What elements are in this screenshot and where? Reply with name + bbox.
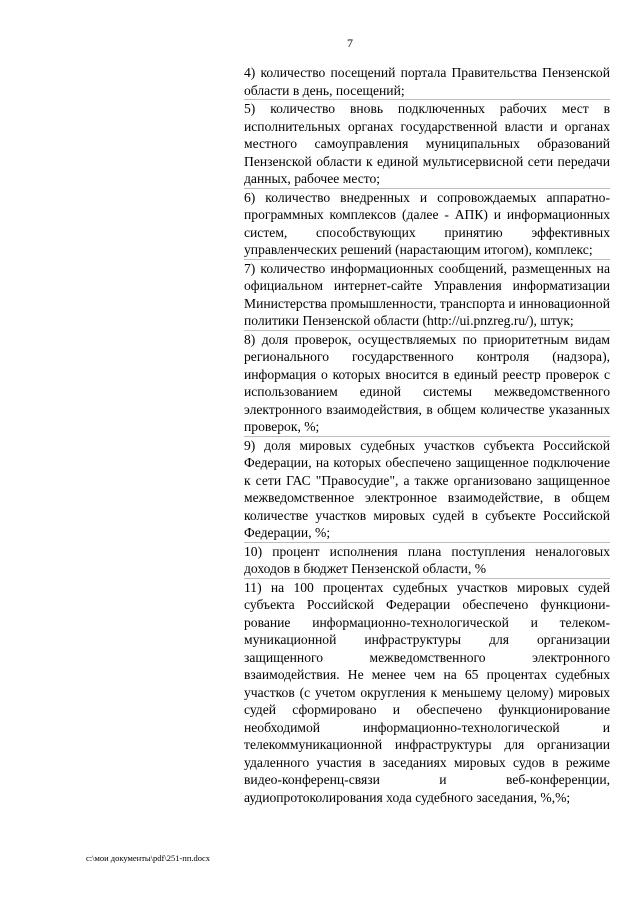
list-item: 4) количество посещений портала Правительства Пензенской области в день, посещений; [244, 65, 610, 98]
list-item: 11) на 100 процентах судебных участков мировых судей субъекта Российской Федерации обеспечено функционирование информационно-технологической и телекоммуникационной инфраструктуры для организации защищенного межведомственного электронного взаимодействия. Не менее чем на 65 процентах судебных участков (с учетом округления к меньшему целому) мировых судей сформировано и обеспечено функционирование необходимой информационно-технологической и телекоммуникационной инфраструктуры для организации удаленного участия в заседаниях мировых судов в режиме видео-конференц-связи и веб-конференции, аудиопротоколирования хода судебного заседания, %,%; [244, 579, 610, 805]
indicator-list [244, 64, 610, 806]
page-number: 7 [347, 36, 353, 50]
list-item: 10) процент исполнения плана поступления неналоговых доходов в бюджет Пензенской области, % [244, 543, 610, 576]
list-item: 5) количество вновь подключенных рабочих мест в исполнительных органах государственной власти и органах местного самоуправления муниципальных образований Пензенской области к единой мультисервисной сети передачи данных, рабочее место; [244, 101, 610, 186]
list-item: 7) количество информационных сообщений, размещенных на официальном интернет-сайте Управления информатизации Министерства промышленности, транспорта и инновационной политики Пензенской области (http://ui.pnzreg.ru/), штук; [244, 260, 610, 328]
document-file-path: c:\мои документы\pdf\251-пп.docx [86, 853, 211, 863]
list-item: 6) количество внедренных и сопровождаемых аппаратно-программных комплексов (далее - АПК) и информационных систем, способствующих принятию эффективных управленческих решений (нарастающим итогом), комплекс; [244, 189, 610, 257]
list-item: 9) доля мировых судебных участков субъекта Российской Федерации, на которых обеспечено защищенное подключение к сети ГАС "Правосудие", а также организовано защищенное межведомственное электронное взаимодействие, в общем количестве участков мировых судей в субъекте Российской Федерации, %; [244, 437, 610, 540]
list-item: 8) доля проверок, осуществляемых по приоритетным видам регионального государственного контроля (надзора), информация о которых вносится в единый реестр проверок с использованием единой системы межведомственного электронного взаимодействия, в общем количестве указанных проверок, %; [244, 331, 610, 434]
